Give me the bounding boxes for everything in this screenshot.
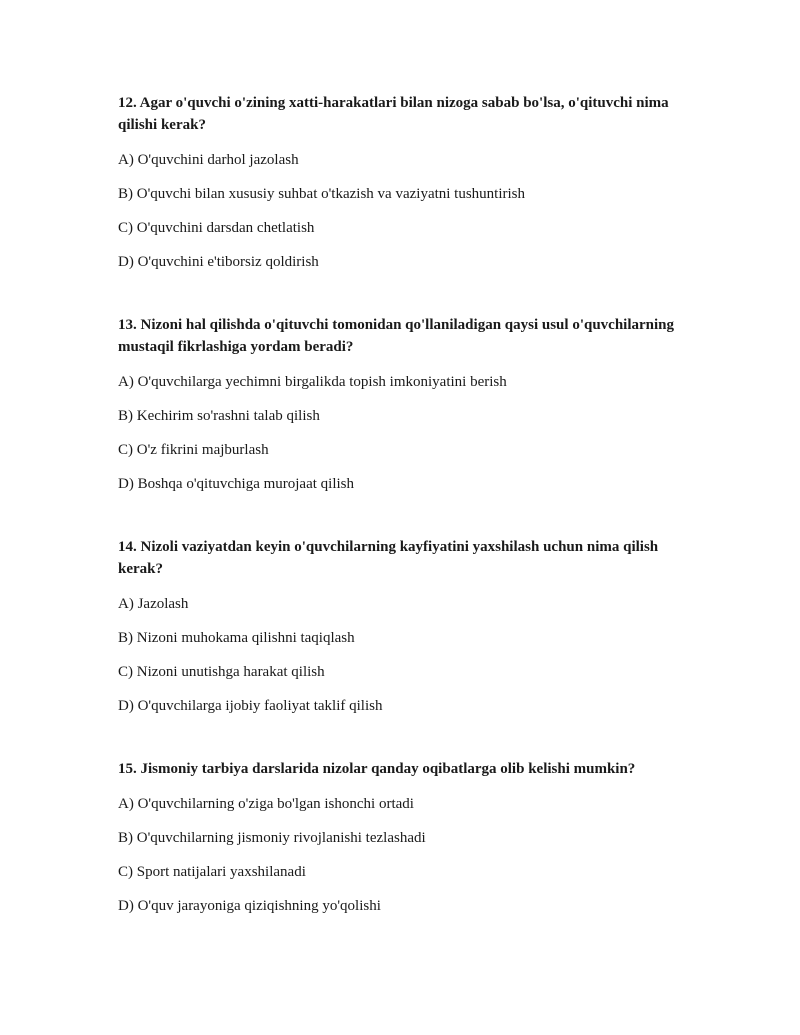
option-d: D) O'quvchini e'tiborsiz qoldirish xyxy=(118,254,319,270)
option-a: A) Jazolash xyxy=(118,596,189,612)
question-13 xyxy=(118,314,698,494)
option-b: B) O'quvchi bilan xususiy suhbat o'tkazish va vaziyatni tushuntirish xyxy=(118,186,526,202)
question-14 xyxy=(118,536,698,716)
option-d: D) O'quvchilarga ijobiy faoliyat taklif qilish xyxy=(118,698,383,714)
option-c: C) Sport natijalari yaxshilanadi xyxy=(118,864,306,880)
option-c: C) O'quvchini darsdan chetlatish xyxy=(118,220,315,236)
option-c: C) O'z fikrini majburlash xyxy=(118,442,269,458)
question-12 xyxy=(118,92,698,272)
option-d: D) Boshqa o'qituvchiga murojaat qilish xyxy=(118,476,355,492)
option-a: A) O'quvchini darhol jazolash xyxy=(118,152,299,168)
option-a: A) O'quvchilarga yechimni birgalikda topish imkoniyatini berish xyxy=(118,374,507,390)
document-page xyxy=(118,92,698,958)
question-text: 15. Jismoniy tarbiya darslarida nizolar qanday oqibatlarga olib kelishi mumkin? xyxy=(118,761,636,777)
option-b: B) Kechirim so'rashni talab qilish xyxy=(118,408,320,424)
question-text: 12. Agar o'quvchi o'zining xatti-harakatlari bilan nizoga sabab bo'lsa, o'qituvchi nima qilishi kerak? xyxy=(118,95,669,133)
option-a: A) O'quvchilarning o'ziga bo'lgan ishonchi ortadi xyxy=(118,796,414,812)
option-b: B) Nizoni muhokama qilishni taqiqlash xyxy=(118,630,355,646)
question-text: 13. Nizoni hal qilishda o'qituvchi tomonidan qo'llaniladigan qaysi usul o'quvchilarning mustaqil fikrlashiga yordam beradi? xyxy=(118,317,675,355)
question-15 xyxy=(118,758,698,916)
option-c: C) Nizoni unutishga harakat qilish xyxy=(118,664,325,680)
option-d: D) O'quv jarayoniga qiziqishning yo'qolishi xyxy=(118,898,381,914)
question-text: 14. Nizoli vaziyatdan keyin o'quvchilarning kayfiyatini yaxshilash uchun nima qilish kerak? xyxy=(118,539,659,577)
option-b: B) O'quvchilarning jismoniy rivojlanishi tezlashadi xyxy=(118,830,426,846)
